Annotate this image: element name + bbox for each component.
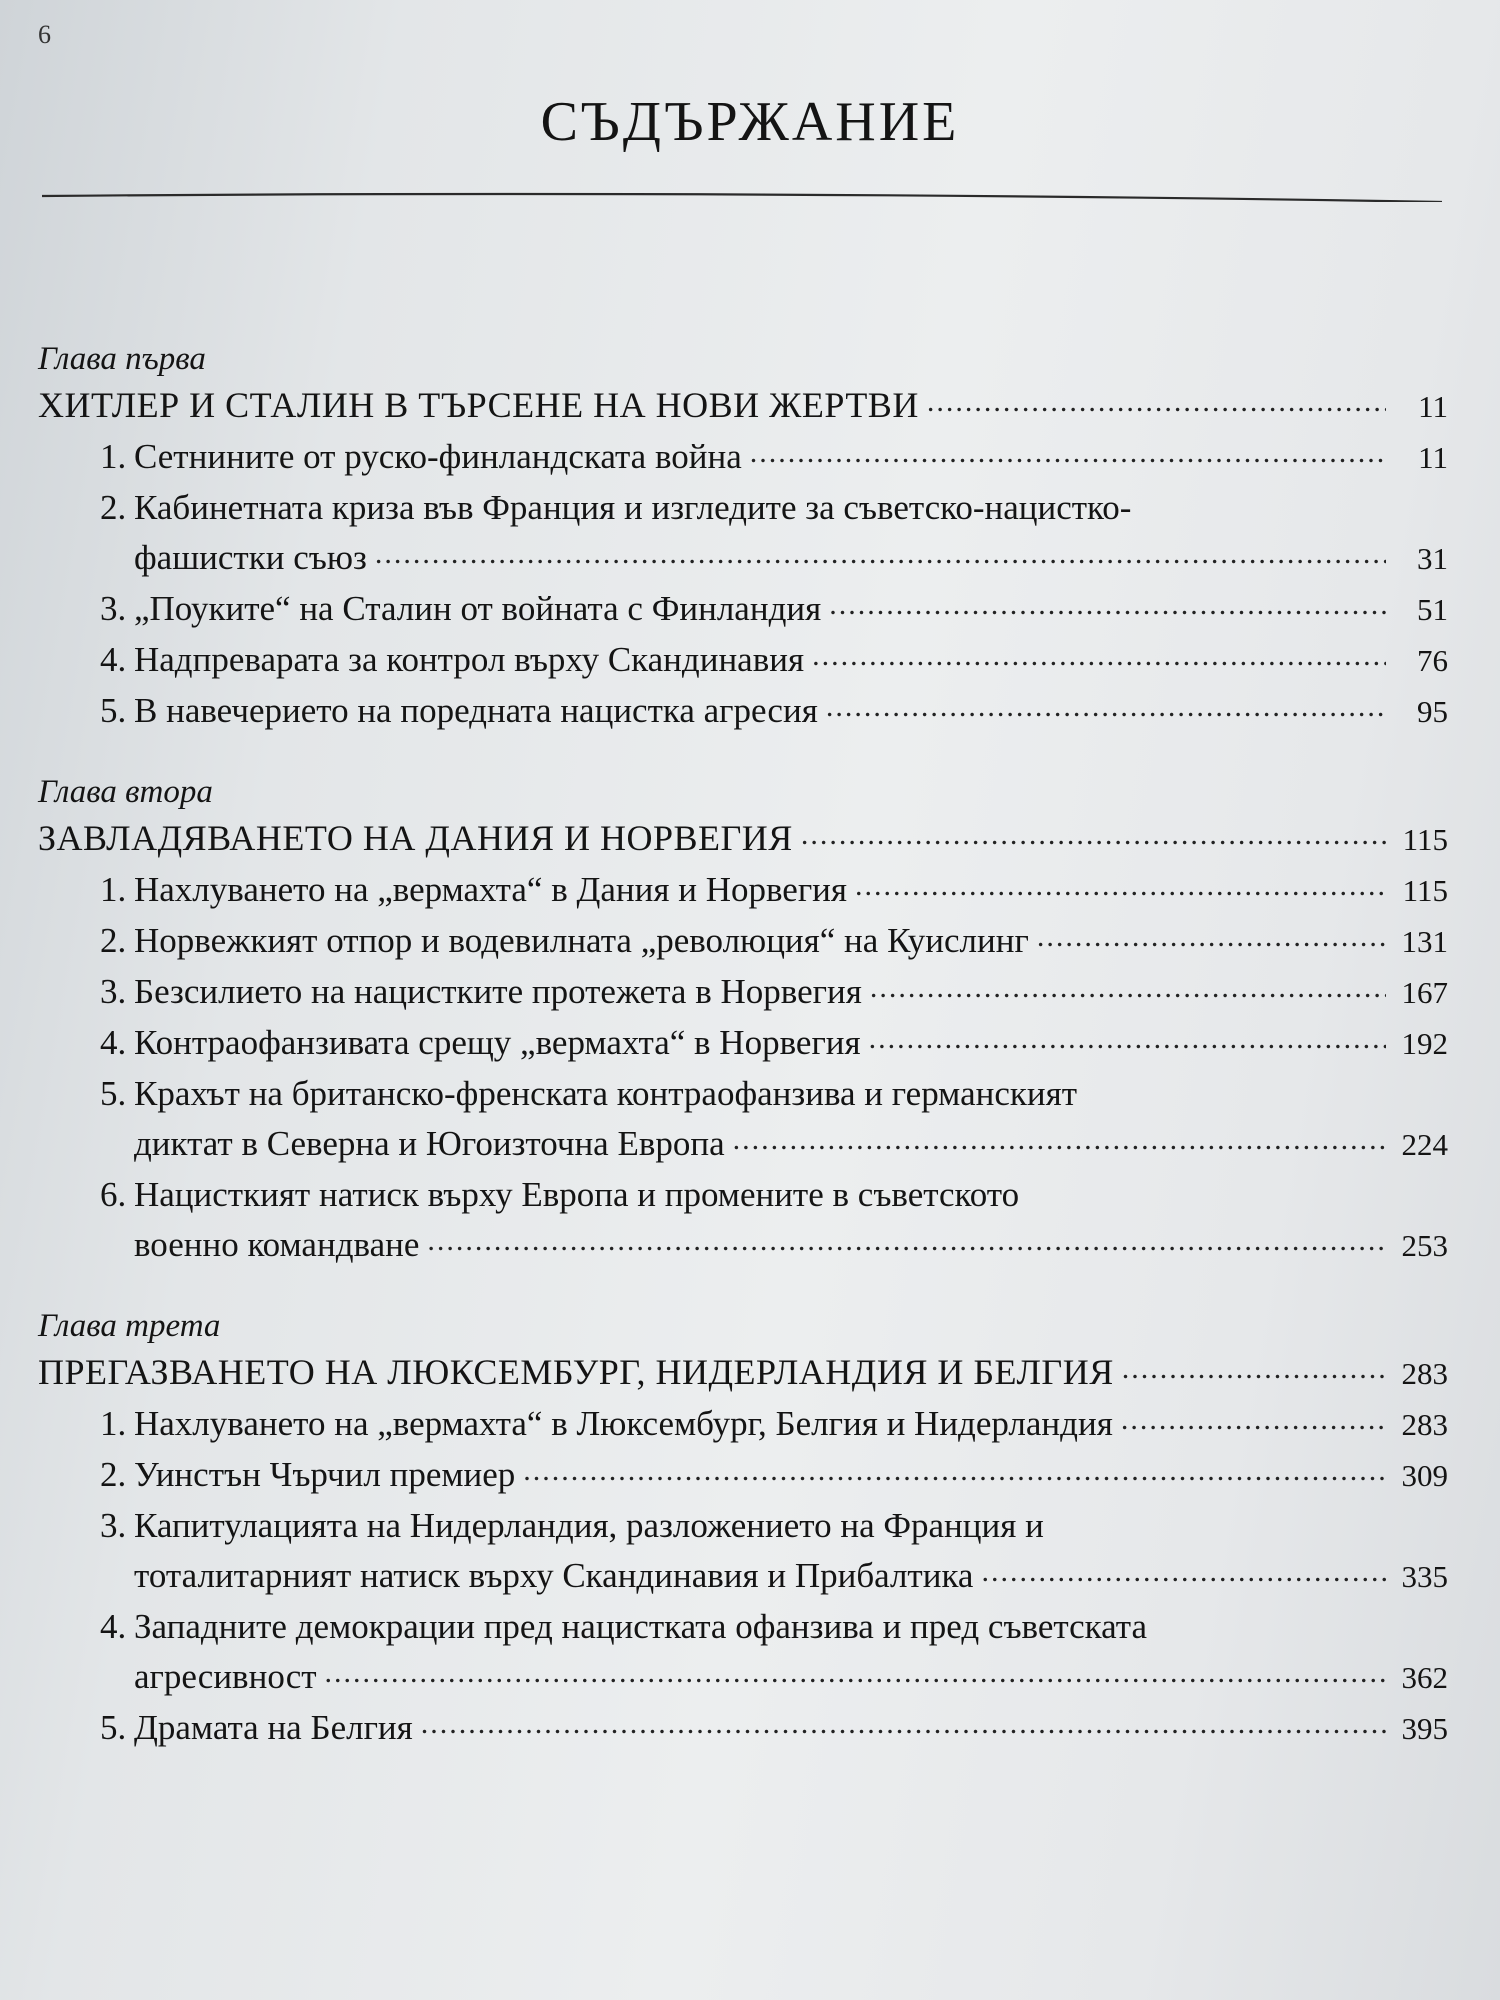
section-number: 5. [100, 1074, 127, 1113]
entry-title: Надпреварата за контрол върху Скандинавия [134, 640, 805, 679]
toc-line [38, 813, 1448, 865]
entry-title-wrap [100, 635, 805, 685]
page-ref: 309 [1401, 1458, 1448, 1493]
entry-title-part: Кабинетната криза във Франция и изгледите за съветско-нацистко- [134, 488, 1132, 527]
page-ref: 283 [1401, 1407, 1448, 1442]
toc-entry[interactable] [38, 483, 1448, 584]
page-ref: 95 [1417, 694, 1448, 729]
entry-title: „Поуките“ на Сталин от войната с Финландия [134, 589, 822, 628]
dot-leader [1122, 1349, 1386, 1384]
entry-text-line [100, 1602, 1448, 1652]
dot-leader [981, 1552, 1386, 1587]
entry-title-part: Нацисткият натиск върху Европа и промените в съветското [134, 1175, 1020, 1214]
page-ref: 395 [1401, 1711, 1448, 1746]
toc-line [100, 1450, 1448, 1501]
entry-title-wrap [100, 1018, 861, 1068]
entry-title: В навечерието на поредната нацистка агресия [134, 691, 818, 730]
chapter-heading-entry[interactable] [38, 1347, 1448, 1399]
toc-entry[interactable] [38, 1399, 1448, 1450]
page-ref: 131 [1401, 924, 1448, 959]
section-number: 3. [100, 972, 127, 1011]
toc-entry[interactable] [38, 916, 1448, 967]
chapter-block [38, 1305, 1448, 1754]
entry-title-wrap [134, 1652, 317, 1702]
dot-leader [869, 1019, 1386, 1054]
entry-title-wrap [100, 916, 1029, 966]
dot-leader [812, 636, 1386, 671]
toc-line [100, 967, 1448, 1018]
entry-title-part: Крахът на британско-френската контраофанзива и германският [134, 1074, 1078, 1113]
toc-line [100, 686, 1448, 737]
section-number: 2. [100, 921, 127, 960]
page-ref: 167 [1401, 975, 1448, 1010]
page-ref: 283 [1401, 1356, 1448, 1391]
entry-title: фашистки съюз [134, 538, 367, 577]
page-ref: 76 [1417, 643, 1448, 678]
section-number: 3. [100, 1506, 127, 1545]
entry-title-wrap [100, 686, 818, 736]
toc-line [100, 432, 1448, 483]
chapter-heading: ПРЕГАЗВАНЕТО НА ЛЮКСЕМБУРГ, НИДЕРЛАНДИЯ И БЕЛГИЯ [38, 1352, 1114, 1392]
toc-line [38, 1347, 1448, 1399]
entry-title: Нахлуването на „вермахта“ в Дания и Норвегия [134, 870, 848, 909]
entry-text-line [100, 1069, 1448, 1119]
entry-title: Драмата на Белгия [134, 1708, 413, 1747]
chapter-heading: ХИТЛЕР И СТАЛИН В ТЪРСЕНЕ НА НОВИ ЖЕРТВИ [38, 385, 919, 425]
section-number: 4. [100, 1607, 127, 1646]
entry-title: Контраофанзивата срещу „вермахта“ в Норвегия [134, 1023, 861, 1062]
chapter-heading: ЗАВЛАДЯВАНЕТО НА ДАНИЯ И НОРВЕГИЯ [38, 818, 793, 858]
toc-line [100, 1703, 1448, 1754]
entry-title: Сетнините от руско-финландската война [134, 437, 742, 476]
entry-text-line [100, 1170, 1448, 1220]
toc-line [134, 1551, 1448, 1602]
entry-title-wrap [100, 432, 742, 482]
dot-leader [927, 382, 1386, 417]
entry-title-wrap [100, 967, 862, 1017]
toc-line [134, 1220, 1448, 1271]
entry-title-wrap [134, 1119, 725, 1169]
dot-leader [750, 433, 1386, 468]
page-number: 6 [38, 20, 51, 49]
entry-title: диктат в Северна и Югоизточна Европа [134, 1124, 725, 1163]
dot-leader [1121, 1400, 1386, 1435]
toc-line [134, 533, 1448, 584]
dot-leader [829, 585, 1386, 620]
entry-title-wrap [134, 1551, 973, 1601]
toc-entry[interactable] [38, 865, 1448, 916]
dot-leader [523, 1451, 1386, 1486]
section-number: 1. [100, 870, 127, 909]
entry-text-line [100, 483, 1448, 533]
page-ref: 224 [1401, 1127, 1448, 1162]
chapter-heading-entry[interactable] [38, 380, 1448, 432]
dot-leader [421, 1704, 1386, 1739]
toc-line [100, 584, 1448, 635]
toc-entry[interactable] [38, 1069, 1448, 1170]
entry-title: Норвежкият отпор и водевилната „революция“ на Куислинг [134, 921, 1029, 960]
toc-line [100, 865, 1448, 916]
section-number: 2. [100, 488, 127, 527]
page-ref: 115 [1402, 822, 1448, 857]
chapter-block [38, 771, 1448, 1271]
toc-entry[interactable] [38, 1450, 1448, 1501]
chapter-label: Глава трета [38, 1308, 221, 1344]
dot-leader [855, 866, 1386, 901]
entry-text-line [100, 1501, 1448, 1551]
section-number: 1. [100, 437, 127, 476]
entry-title-wrap [100, 1399, 1113, 1449]
toc-entry[interactable] [38, 584, 1448, 635]
toc-entry[interactable] [38, 1602, 1448, 1703]
toc-entry[interactable] [38, 686, 1448, 737]
toc-entry[interactable] [38, 1703, 1448, 1754]
section-number: 4. [100, 640, 127, 679]
toc-entry[interactable] [38, 1501, 1448, 1602]
page-ref: 192 [1401, 1026, 1448, 1061]
page-ref: 362 [1401, 1660, 1448, 1695]
page-ref: 253 [1401, 1228, 1448, 1263]
chapter-label: Глава първа [38, 341, 206, 377]
entry-title-part: Капитулацията на Нидерландия, разложението на Франция и [134, 1506, 1044, 1545]
entry-title: военно командване [134, 1225, 420, 1264]
toc-line [100, 1399, 1448, 1450]
page-ref: 11 [1418, 440, 1448, 475]
toc-entry[interactable] [38, 967, 1448, 1018]
toc-line [100, 635, 1448, 686]
dot-leader [1037, 917, 1386, 952]
toc-entry[interactable] [38, 432, 1448, 483]
toc-line [100, 916, 1448, 967]
entry-title-wrap [134, 1220, 419, 1270]
chapter-block [38, 338, 1448, 737]
dot-leader [801, 815, 1386, 850]
section-number: 2. [100, 1455, 127, 1494]
toc-line [134, 1119, 1448, 1170]
entry-title-wrap [100, 1703, 413, 1753]
entry-title-wrap [134, 533, 367, 583]
section-number: 4. [100, 1023, 127, 1062]
section-number: 3. [100, 589, 127, 628]
chapter-heading-entry[interactable] [38, 813, 1448, 865]
entry-title-wrap [100, 1450, 516, 1500]
page-ref: 51 [1417, 592, 1448, 627]
page-ref: 335 [1401, 1559, 1448, 1594]
dot-leader [733, 1120, 1386, 1155]
toc-entry[interactable] [38, 1170, 1448, 1271]
page-ref: 115 [1402, 873, 1448, 908]
section-number: 5. [100, 1708, 127, 1747]
section-number: 5. [100, 691, 127, 730]
chapter-label: Глава втора [38, 774, 213, 810]
dot-leader [826, 687, 1386, 722]
dot-leader [427, 1221, 1386, 1256]
toc-line [100, 1018, 1448, 1069]
page-ref: 31 [1417, 541, 1448, 576]
dot-leader [325, 1653, 1386, 1688]
title-rule [42, 190, 1442, 202]
entry-title: агресивност [134, 1657, 317, 1696]
toc-entry[interactable] [38, 1018, 1448, 1069]
entry-title-wrap [100, 865, 848, 915]
dot-leader [870, 968, 1386, 1003]
page-title: СЪДЪРЖАНИЕ [540, 91, 960, 153]
entry-title: тоталитарният натиск върху Скандинавия и Прибалтика [134, 1556, 974, 1595]
section-number: 1. [100, 1404, 127, 1443]
toc-entry[interactable] [38, 635, 1448, 686]
entry-title-wrap [100, 584, 822, 634]
toc-line [134, 1652, 1448, 1703]
section-number: 6. [100, 1175, 127, 1214]
entry-title: Уинстън Чърчил премиер [134, 1455, 516, 1494]
page-ref: 11 [1418, 389, 1448, 424]
entry-title: Нахлуването на „вермахта“ в Люксембург, Белгия и Нидерландия [134, 1404, 1113, 1443]
toc-line [38, 380, 1448, 432]
table-of-contents [38, 338, 1448, 1788]
dot-leader [375, 534, 1386, 569]
entry-title-part: Западните демокрации пред нацистката офанзива и пред съветската [134, 1607, 1148, 1646]
entry-title: Безсилието на нацистките протежета в Норвегия [134, 972, 862, 1011]
